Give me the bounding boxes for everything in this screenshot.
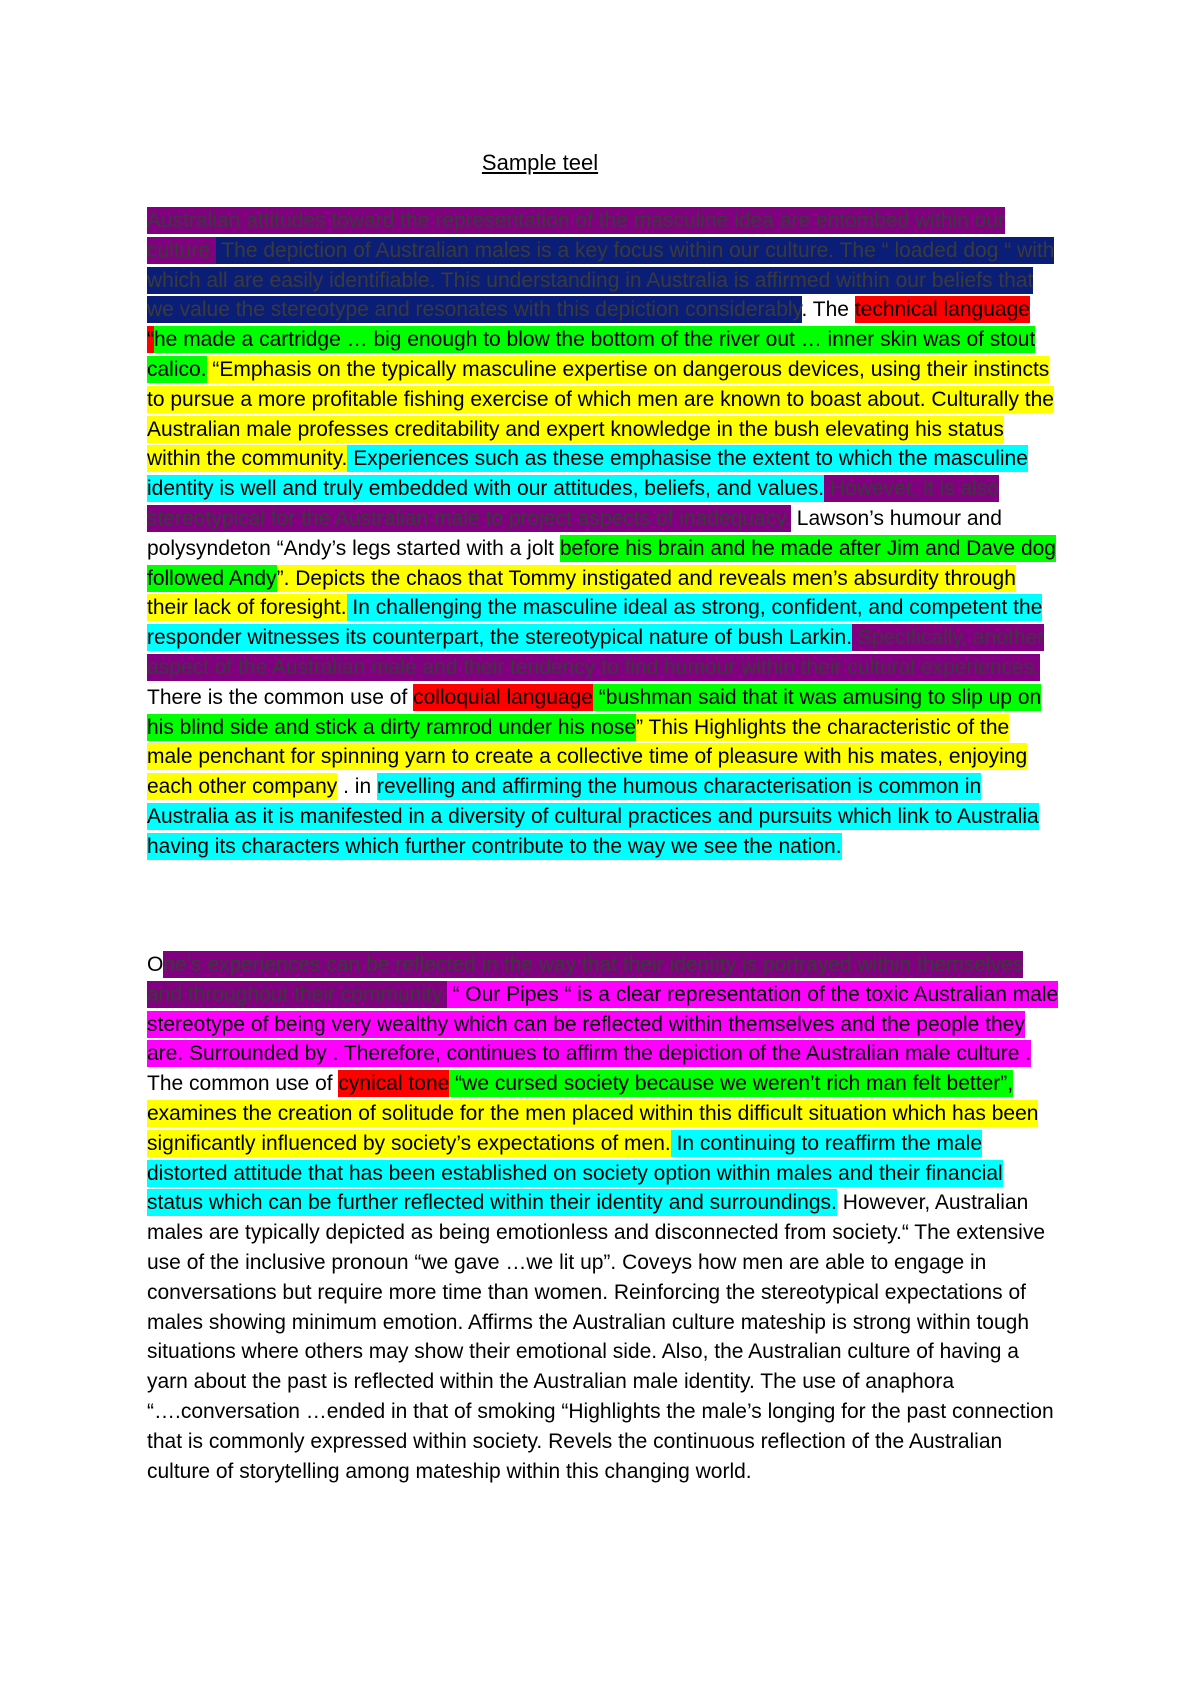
highlight-segment-none: . in [337, 775, 377, 799]
paragraph-2 [147, 950, 1059, 1486]
highlight-segment-green: before his brain and he made after Jim and Dave dog followed Andy [147, 536, 1056, 590]
highlight-segment-none: However, Australian males are typically depicted as being emotionless and disconnected from society.“ The extensive use of the inclusive pronoun “we gave …we lit up”. Coveys how men are able to engage in conversations but require more time than women. Reinforcing the stereotypical expectations of males showing minimum emotion. Affirms the Australian culture mateship is strong within tough situations where others may show their emotional side. Also, the Australian culture of having a yarn about the past is reflected within the Australian male identity. The use of anaphora “….conversation …ended in that of smoking “Highlights the male’s longing for the past connection that is commonly expressed within society. Revels the continuous reflection of the Australian culture of storytelling among mateship within this changing world. [147, 1191, 1054, 1483]
highlight-segment-yellow: ”. Depicts the chaos that Tommy instigated and reveals men’s absurdity through their lack of foresight. [147, 566, 1016, 620]
highlight-segment-yellow: “Emphasis on the typically masculine expertise on dangerous devices, using their instincts to pursue a more profitable fishing exercise of which men are known to boast about. Culturally the Australian male professes creditability and expert knowledge in the bush elevating his status within the community. [147, 357, 1054, 471]
highlight-segment-green: he made a cartridge … big enough to blow the bottom of the river out … inner skin was of stout calico. [147, 328, 1036, 381]
highlight-segment-cyan: In continuing to reaffirm the male distorted attitude that has been established on society option within males and their financial status which can be further reflected within their identity and surroundings. [147, 1131, 1003, 1215]
highlight-segment-yellow: examines the creation of solitude for the men placed within this difficult situation which has been significantly influenced by society’s expectations of men. [147, 1101, 1039, 1155]
highlight-segment-green: “bushman said that it was amusing to slip up on his blind side and stick a dirty ramrod under his nose [147, 685, 1042, 739]
highlight-segment-red: cynical tone [338, 1072, 450, 1096]
highlight-segment-purple: Australian attitudes toward the representation of the masculine idea are entombed within our culture. [147, 209, 1006, 262]
highlight-segment-green: “we cursed society because we weren’t rich man felt better”, [449, 1072, 1014, 1096]
highlight-segment-none: Lawson’s humour and polysyndeton “Andy’s legs started with a jolt [147, 506, 1002, 560]
highlight-segment-magenta: “ Our Pipes “ is a clear representation of the toxic Australian male stereotype of being very wealthy which can be reflected within themselves and the people they are. Surrounded by . Therefore, continues to affirm the depiction of the Australian male culture . [147, 982, 1059, 1066]
highlight-segment-none: . The [801, 298, 855, 322]
paragraph-1 [147, 206, 1059, 862]
highlight-segment-purple: However, it is also stereotypical for the Australian male to project aspects of inadequacy. [147, 477, 1000, 530]
highlight-segment-none: There is the common use of [147, 685, 414, 709]
highlight-segment-navy: The depiction of Australian males is a key focus within our culture. The “ loaded dog “ with which all are easily identifiable. This understanding in Australia is affirmed within our beliefs that we value the stereotype and resonates with this depiction considerably [147, 238, 1055, 322]
highlight-segment-cyan: In challenging the masculine ideal as strong, confident, and competent the responder witnesses its counterpart, the stereotypical nature of bush Larkin. [147, 596, 1043, 650]
highlight-segment-purple: Specifically, another aspect of the Australian male and their tendency to find humour within their cultural experiences. [147, 626, 1045, 679]
highlight-segment-cyan: Experiences such as these emphasise the extent to which the masculine identity is well and truly embedded with our attitudes, beliefs, and values. [147, 447, 1028, 501]
highlight-segment-purple: ne’s experiences can be reflected in the way that their identity is portrayed within themselves and throughout their community. [147, 953, 1024, 1006]
highlight-segment-red: colloquial language [413, 685, 593, 709]
document-title: Sample teel [481, 150, 599, 175]
highlight-segment-red: technical language “ [147, 298, 1030, 352]
highlight-segment-yellow: ” This Highlights the characteristic of the male penchant for spinning yarn to create a collective time of pleasure with his mates, enjoying each other company [147, 715, 1028, 799]
highlight-segment-cyan: revelling and affirming the humous characterisation is common in Australia as it is manifested in a diversity of cultural practices and pursuits which link to Australia having its characters which further contribute to the way we see the nation. [147, 775, 1039, 858]
highlight-segment-none: O [147, 953, 164, 976]
highlight-segment-none: The common use of [147, 1072, 339, 1096]
